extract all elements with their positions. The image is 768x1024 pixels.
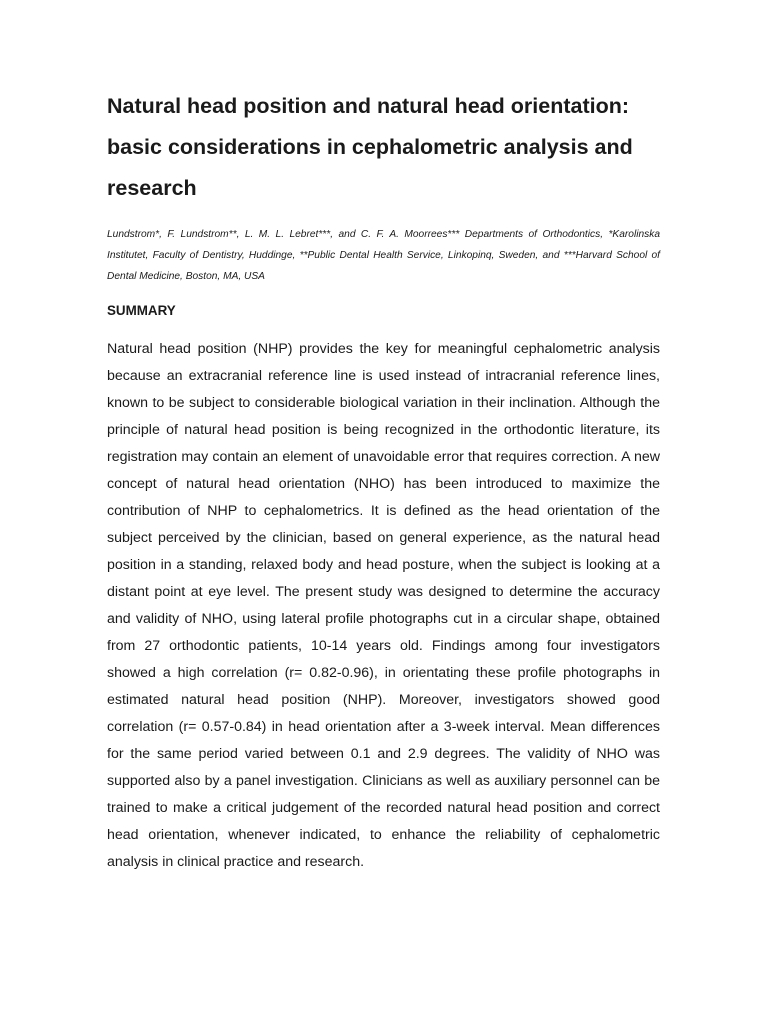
paper-title: Natural head position and natural head orientation: basic considerations in cephalometric analysis and research [107, 94, 633, 200]
summary-paragraph: Natural head position (NHP) provides the key for meaningful cephalometric analysis because an extracranial reference line is used instead of intracranial reference lines, known to be subject to considerable biological variation in their inclination. Although the principle of natural head position is being recognized in the orthodontic literature, its registration may contain an element of unavoidable error that requires correction. A new concept of natural head orientation (NHO) has been introduced to maximize the contribution of NHP to cephalometrics. It is defined as the head orientation of the subject perceived by the clinician, based on general experience, as the natural head position in a standing, relaxed body and head posture, when the subject is looking at a distant point at eye level. The present study was designed to determine the accuracy and validity of NHO, using lateral profile photographs cut in a circular shape, obtained from 27 orthodontic patients, 10-14 years old. Findings among four investigators showed a high correlation (r= 0.82-0.96), in orientating these profile photographs in estimated natural head position (NHP). Moreover, investigators showed good correlation (r= 0.57-0.84) in head orientation after a 3-week interval. Mean differences for the same period varied between 0.1 and 2.9 degrees. The validity of NHO was supported also by a panel investigation. Clinicians as well as auxiliary personnel can be trained to make a critical judgement of the recorded natural head position and correct head orientation, whenever indicated, to enhance the reliability of cephalometric analysis in clinical practice and research. [107, 341, 660, 870]
summary-heading: SUMMARY [107, 303, 176, 318]
document-page [107, 86, 660, 876]
author-affiliations: Lundstrom*, F. Lundstrom**, L. M. L. Lebret***, and C. F. A. Moorrees*** Departments of Orthodontics, *Karolinska Institutet, Faculty of Dentistry, Huddinge, **Public Dental Health Service, Linkopinq, Sweden, and ***Harvard School of Dental Medicine, Boston, MA, USA [107, 229, 660, 282]
